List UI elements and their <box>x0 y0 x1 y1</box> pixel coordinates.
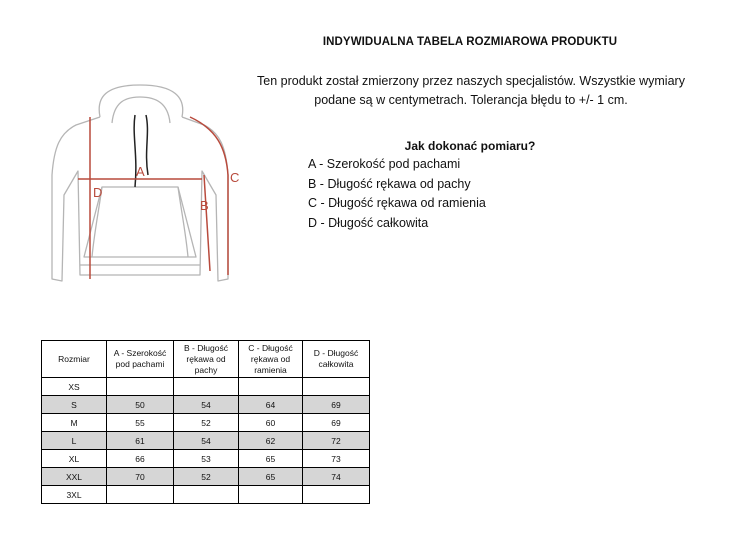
table-cell: 65 <box>239 450 303 468</box>
measure-a-label: A <box>136 164 145 179</box>
table-cell: 62 <box>239 432 303 450</box>
table-cell: 60 <box>239 414 303 432</box>
measure-b-line <box>204 175 210 271</box>
table-row <box>42 486 370 504</box>
table-row <box>42 432 370 450</box>
table-cell: 73 <box>303 450 370 468</box>
table-cell: 50 <box>107 396 174 414</box>
table-cell: XL <box>42 450 107 468</box>
table-row <box>42 396 370 414</box>
table-cell: 66 <box>107 450 174 468</box>
table-row <box>42 414 370 432</box>
intro-text <box>246 72 696 110</box>
howto-title: Jak dokonać pomiaru? <box>404 139 536 153</box>
table-cell: M <box>42 414 107 432</box>
table-cell <box>303 378 370 396</box>
table-cell: S <box>42 396 107 414</box>
table-cell: 61 <box>107 432 174 450</box>
column-header-d: D - Długość całkowita <box>303 341 370 378</box>
table-cell <box>303 486 370 504</box>
table-cell: 69 <box>303 396 370 414</box>
table-cell: XS <box>42 378 107 396</box>
table-row <box>42 450 370 468</box>
column-header-b: B - Długość rękawa od pachy <box>174 341 239 378</box>
table-cell <box>107 486 174 504</box>
column-header-size: Rozmiar <box>42 341 107 378</box>
drawstring-right <box>146 115 148 175</box>
table-cell: 53 <box>174 450 239 468</box>
table-row <box>42 468 370 486</box>
howto-item-b: B - Długość rękawa od pachy <box>308 176 471 191</box>
column-header-c: C - Długość rękawa od ramienia <box>239 341 303 378</box>
table-cell: 52 <box>174 468 239 486</box>
table-row <box>42 378 370 396</box>
table-cell: 70 <box>107 468 174 486</box>
table-cell <box>239 378 303 396</box>
page-title: INDYWIDUALNA TABELA ROZMIAROWA PRODUKTU <box>322 36 618 48</box>
size-table <box>41 340 370 504</box>
measure-b-label: B <box>200 198 209 213</box>
measure-c-label: C <box>230 170 240 185</box>
table-cell: 65 <box>239 468 303 486</box>
table-cell <box>174 486 239 504</box>
table-cell: L <box>42 432 107 450</box>
table-cell: 54 <box>174 396 239 414</box>
table-cell: 72 <box>303 432 370 450</box>
measure-d-label: D <box>93 185 103 200</box>
table-body <box>42 378 370 504</box>
table-cell: 69 <box>303 414 370 432</box>
table-cell: 64 <box>239 396 303 414</box>
hood-outline <box>99 85 183 117</box>
table-cell <box>107 378 174 396</box>
table-cell: 74 <box>303 468 370 486</box>
table-cell <box>174 378 239 396</box>
table-cell: 55 <box>107 414 174 432</box>
pocket-opening <box>92 187 188 257</box>
intro-line-1: Ten produkt został zmierzony przez naszych specjalistów. Wszystkie wymiary <box>257 74 685 88</box>
hoodie-diagram <box>40 75 250 295</box>
howto-item-a: A - Szerokość pod pachami <box>308 157 461 171</box>
howto-item-d: D - Długość całkowita <box>308 215 429 230</box>
howto-item-c: C - Długość rękawa od ramienia <box>308 196 486 210</box>
table-cell: XXL <box>42 468 107 486</box>
hood-inner-outline <box>112 97 170 123</box>
intro-line-2: podane są w centymetrach. Tolerancja błędu to +/- 1 cm. <box>314 93 628 107</box>
column-header-a: A - Szerokość pod pachami <box>107 341 174 378</box>
howto-list <box>308 155 486 233</box>
table-header-row <box>42 341 370 378</box>
table-cell: 54 <box>174 432 239 450</box>
table-cell: 52 <box>174 414 239 432</box>
table-cell <box>239 486 303 504</box>
table-cell: 3XL <box>42 486 107 504</box>
